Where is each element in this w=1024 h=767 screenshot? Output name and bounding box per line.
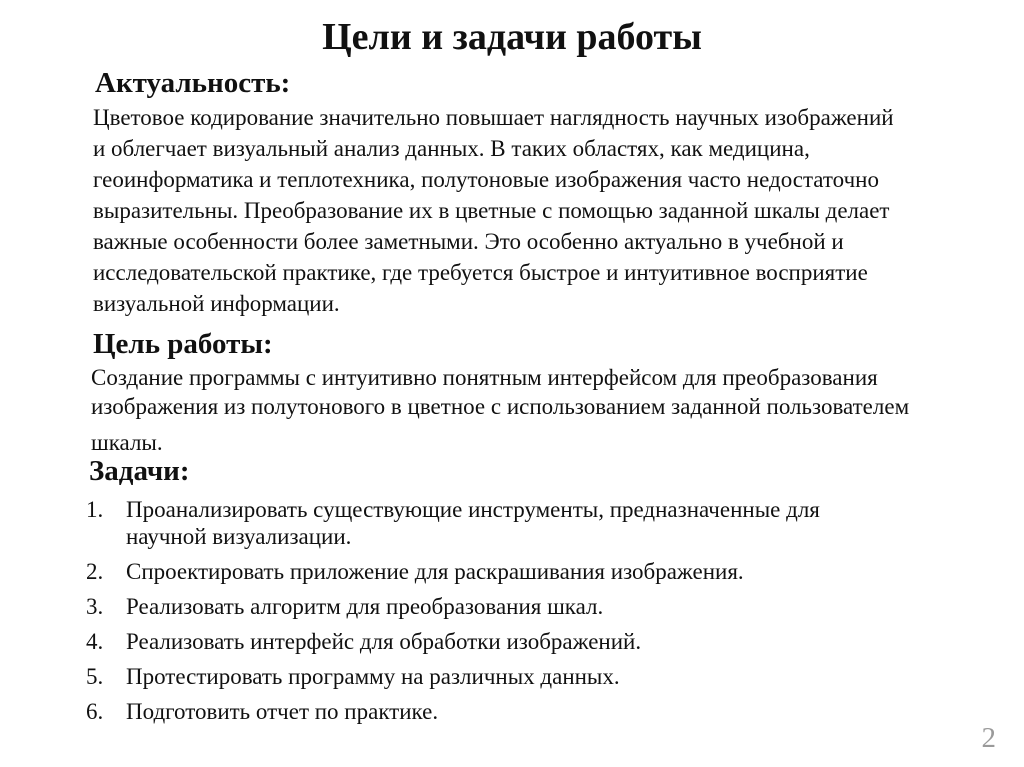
task-number: 1.: [86, 497, 104, 522]
task-number: 4.: [86, 629, 104, 654]
task-text: Проанализировать существующие инструменты, предназначенные для: [126, 497, 820, 522]
task-text: Спроектировать приложение для раскрашивания изображения.: [126, 559, 744, 584]
task-number: 6.: [86, 699, 104, 724]
task-text: Реализовать алгоритм для преобразования шкал.: [126, 594, 604, 619]
goal-line: Создание программы с интуитивно понятным интерфейсом для преобразования: [91, 365, 878, 390]
task-text: Подготовить отчет по практике.: [126, 699, 439, 724]
actuality-line: важные особенности более заметными. Это особенно актуально в учебной и: [93, 229, 844, 254]
task-text: Протестировать программу на различных данных.: [126, 664, 620, 689]
actuality-line: исследовательской практике, где требуется быстрое и интуитивное восприятие: [93, 260, 868, 285]
task-number: 3.: [86, 594, 104, 619]
task-number: 5.: [86, 664, 104, 689]
task-number: 2.: [86, 559, 104, 584]
actuality-line: и облегчает визуальный анализ данных. В таких областях, как медицина,: [93, 136, 810, 161]
page-number: 2: [981, 722, 996, 754]
slide-title: Цели и задачи работы: [322, 16, 702, 58]
task-item: [86, 698, 986, 725]
task-item: [86, 558, 986, 585]
actuality-line: Цветовое кодирование значительно повышает наглядность научных изображений: [93, 105, 894, 130]
goal-heading: Цель работы:: [93, 328, 273, 360]
actuality-line: выразительны. Преобразование их в цветные с помощью заданной шкалы делает: [93, 198, 890, 223]
task-item: [86, 663, 986, 690]
task-item: [86, 593, 986, 620]
actuality-line: визуальной информации.: [93, 291, 340, 316]
actuality-paragraph: [93, 102, 1003, 319]
goal-line: шкалы.: [91, 430, 163, 455]
tasks-heading: Задачи:: [89, 455, 190, 487]
task-item: [86, 628, 986, 655]
task-text: Реализовать интерфейс для обработки изображений.: [126, 629, 642, 654]
actuality-heading: Актуальность:: [95, 67, 291, 99]
task-item: [86, 496, 986, 550]
task-text: научной визуализации.: [126, 524, 352, 549]
goal-paragraph: [91, 363, 1011, 457]
tasks-list: [86, 496, 986, 733]
goal-line: изображения из полутонового в цветное с использованием заданной пользователем: [91, 394, 910, 419]
actuality-line: геоинформатика и теплотехника, полутоновые изображения часто недостаточно: [93, 167, 879, 192]
